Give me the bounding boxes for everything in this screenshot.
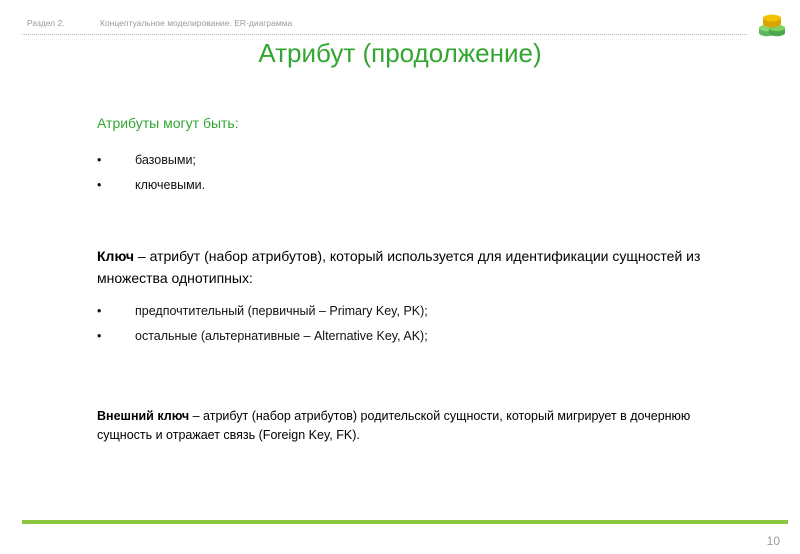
- key-definition-text: – атрибут (набор атрибутов), который используется для идентификации сущностей из множества однотипных:: [97, 248, 701, 286]
- foreign-key-definition-text: – атрибут (набор атрибутов) родительской сущности, который мигрирует в дочернюю сущность и отражает связь (Foreign Key, FK).: [97, 409, 691, 442]
- list-item-text: базовыми;: [135, 153, 196, 167]
- list-item-text: ключевыми.: [135, 178, 206, 192]
- list-item: [97, 173, 205, 198]
- foreign-key-term: Внешний ключ: [97, 409, 190, 423]
- attribute-types-list: [97, 148, 205, 198]
- list-item-text: остальные (альтернативные – Alternative Key, AK);: [135, 329, 428, 343]
- list-item-text: предпочтительный (первичный – Primary Key, PK);: [135, 304, 428, 318]
- foreign-key-paragraph: [97, 407, 737, 445]
- bullet-icon: •: [97, 329, 102, 343]
- key-types-list: [97, 299, 428, 349]
- key-term: Ключ: [97, 248, 134, 264]
- list-item: [97, 148, 205, 173]
- list-item: [97, 324, 428, 349]
- slide-title: Атрибут (продолжение): [258, 38, 542, 68]
- list-item: [97, 299, 428, 324]
- bullet-icon: •: [97, 178, 102, 192]
- page-number: 10: [766, 534, 780, 548]
- key-definition-paragraph: [97, 245, 737, 289]
- header-topic-label: Концептуальное моделирование. ER-диаграмма: [100, 18, 293, 28]
- stacked-coins-logo-icon: [758, 11, 786, 39]
- header-section-label: Раздел 2.: [27, 18, 65, 28]
- bullet-icon: •: [97, 153, 102, 167]
- footer-divider: [22, 520, 788, 524]
- bullet-icon: •: [97, 304, 102, 318]
- header-divider: [22, 34, 747, 35]
- attributes-subheading: Атрибуты могут быть:: [97, 115, 239, 131]
